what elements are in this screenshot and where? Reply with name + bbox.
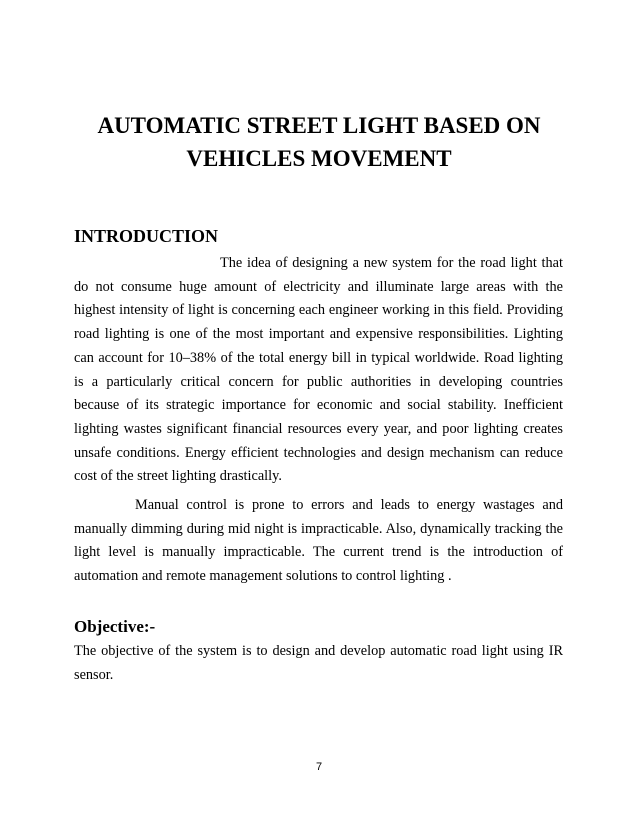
objective-paragraph: The objective of the system is to design and develop automatic road light using IR sensor. xyxy=(74,643,563,683)
introduction-heading: INTRODUCTION xyxy=(74,226,219,246)
introduction-paragraph-2: Manual control is prone to errors and leads to energy wastages and manually dimming during mid night is impracticable. Also, dynamically tracking the light level is manually impracticable. The current trend is the introduction of automation and remote management solutions to control lighting . xyxy=(74,497,563,585)
page-number: 7 xyxy=(315,761,323,773)
title-line-2: VEHICLES MOVEMENT xyxy=(186,146,452,171)
document-title xyxy=(0,109,638,175)
objective-heading: Objective:- xyxy=(74,617,156,636)
introduction-paragraph-1: The idea of designing a new system for the road light that do not consume huge amount of electricity and illuminate large areas with the highest intensity of light is concerning each engineer working in this field. Providing road lighting is one of the most important and expensive responsibilities. Lighting can account for 10–38% of the total energy bill in typical worldwide. Road lighting is a particularly critical concern for public authorities in developing countries because of its strategic importance for economic and social stability. Inefficient lighting wastes significant financial resources every year, and poor lighting creates unsafe conditions. Energy efficient technologies and design mechanism can reduce cost of the street lighting drastically. xyxy=(74,255,563,485)
title-line-1: AUTOMATIC STREET LIGHT BASED ON xyxy=(97,113,541,138)
